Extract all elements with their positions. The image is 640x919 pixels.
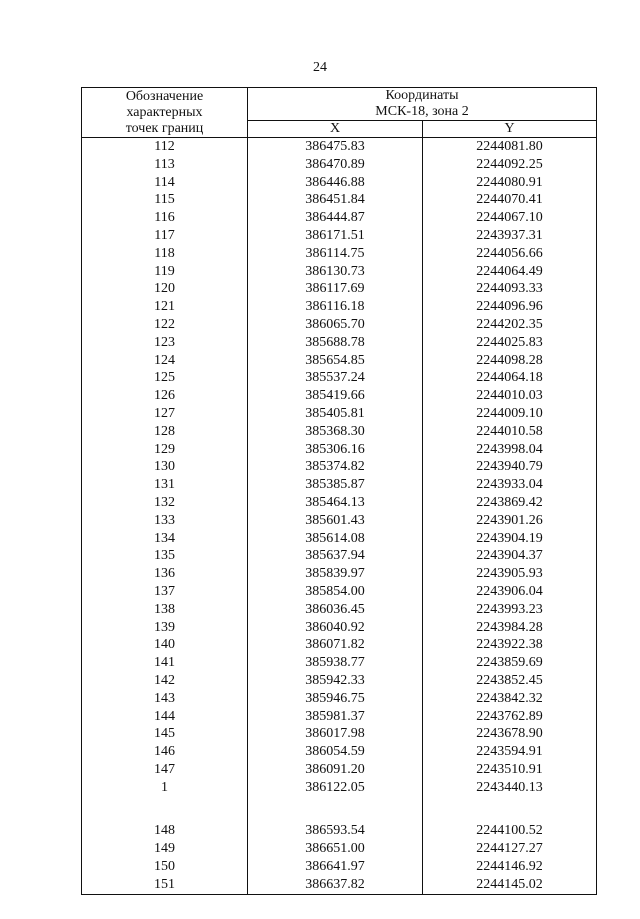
x-coordinate-cell: 385854.00: [248, 583, 423, 601]
y-coordinate-cell: 2243998.04: [423, 441, 597, 459]
x-coordinate-cell: 386444.87: [248, 209, 423, 227]
point-id-cell: [82, 796, 248, 822]
point-id-cell: 120: [82, 280, 248, 298]
table-row: [82, 316, 597, 334]
table-row: [82, 636, 597, 654]
y-coordinate-cell: 2243905.93: [423, 565, 597, 583]
table-row: [82, 352, 597, 370]
table-row: [82, 280, 597, 298]
y-coordinate-cell: 2243594.91: [423, 743, 597, 761]
point-id-cell: 137: [82, 583, 248, 601]
point-id-cell: 127: [82, 405, 248, 423]
table-row: [82, 530, 597, 548]
y-coordinate-cell: 2243984.28: [423, 619, 597, 637]
y-coordinate-cell: 2243510.91: [423, 761, 597, 779]
x-coordinate-cell: 385614.08: [248, 530, 423, 548]
table-row: [82, 227, 597, 245]
y-coordinate-cell: 2244100.52: [423, 822, 597, 840]
y-coordinate-cell: 2244145.02: [423, 876, 597, 894]
table-row: [82, 654, 597, 672]
table-row: [82, 512, 597, 530]
y-coordinate-cell: 2244096.96: [423, 298, 597, 316]
point-id-cell: 144: [82, 708, 248, 726]
points-header-line-1: Обозначение: [125, 88, 204, 104]
table-row: [82, 779, 597, 797]
x-coordinate-cell: 386641.97: [248, 858, 423, 876]
x-coordinate-cell: 386451.84: [248, 191, 423, 209]
x-coordinate-cell: 386593.54: [248, 822, 423, 840]
y-coordinate-cell: 2244010.03: [423, 387, 597, 405]
table-row: [82, 601, 597, 619]
point-id-cell: 113: [82, 156, 248, 174]
y-coordinate-cell: 2244010.58: [423, 423, 597, 441]
points-header-line-2: характерных: [126, 104, 203, 120]
x-coordinate-cell: 386122.05: [248, 779, 423, 797]
x-coordinate-cell: 386040.92: [248, 619, 423, 637]
point-id-cell: 122: [82, 316, 248, 334]
point-id-cell: 145: [82, 725, 248, 743]
table-row: [82, 761, 597, 779]
y-coordinate-cell: 2244080.91: [423, 174, 597, 192]
x-coordinate-cell: 386091.20: [248, 761, 423, 779]
point-id-cell: 131: [82, 476, 248, 494]
table-row: [82, 822, 597, 840]
table-row: [82, 743, 597, 761]
x-column-header: X: [248, 121, 423, 138]
x-coordinate-cell: 386651.00: [248, 840, 423, 858]
y-coordinate-cell: 2244070.41: [423, 191, 597, 209]
point-id-cell: 138: [82, 601, 248, 619]
x-coordinate-cell: 386446.88: [248, 174, 423, 192]
table-row: [82, 156, 597, 174]
table-row: [82, 191, 597, 209]
point-id-cell: 134: [82, 530, 248, 548]
point-id-cell: 129: [82, 441, 248, 459]
x-coordinate-cell: 385385.87: [248, 476, 423, 494]
table-row: [82, 423, 597, 441]
table-row: [82, 405, 597, 423]
y-coordinate-cell: 2244127.27: [423, 840, 597, 858]
point-id-cell: 125: [82, 369, 248, 387]
coords-system: МСК-18, зона 2: [375, 104, 469, 119]
point-id-cell: 1: [82, 779, 248, 797]
x-coordinate-cell: 386071.82: [248, 636, 423, 654]
x-coordinate-cell: 385368.30: [248, 423, 423, 441]
x-coordinate-cell: 385946.75: [248, 690, 423, 708]
points-header-line-3: точек границ: [125, 120, 204, 136]
coordinates-group-header: [248, 88, 597, 121]
y-coordinate-cell: 2244064.18: [423, 369, 597, 387]
y-coordinate-cell: 2244093.33: [423, 280, 597, 298]
x-coordinate-cell: 385942.33: [248, 672, 423, 690]
x-coordinate-cell: 385654.85: [248, 352, 423, 370]
point-id-cell: 146: [82, 743, 248, 761]
x-coordinate-cell: 385938.77: [248, 654, 423, 672]
y-coordinate-cell: 2243933.04: [423, 476, 597, 494]
y-coordinate-cell: 2243937.31: [423, 227, 597, 245]
table-row: [82, 672, 597, 690]
x-coordinate-cell: 386171.51: [248, 227, 423, 245]
y-column-header: Y: [423, 121, 597, 138]
table-row: [82, 174, 597, 192]
x-coordinate-cell: 386116.18: [248, 298, 423, 316]
table-row: [82, 840, 597, 858]
x-coordinate-cell: 386036.45: [248, 601, 423, 619]
table-row: [82, 876, 597, 894]
y-coordinate-cell: 2244202.35: [423, 316, 597, 334]
x-coordinate-cell: 386470.89: [248, 156, 423, 174]
point-id-cell: 130: [82, 458, 248, 476]
y-coordinate-cell: 2243842.32: [423, 690, 597, 708]
y-coordinate-cell: 2244081.80: [423, 138, 597, 156]
x-coordinate-cell: 385419.66: [248, 387, 423, 405]
y-coordinate-cell: 2243904.19: [423, 530, 597, 548]
table-row: [82, 708, 597, 726]
point-id-cell: 142: [82, 672, 248, 690]
points-column-header: [82, 88, 248, 138]
point-id-cell: 140: [82, 636, 248, 654]
table-row: [82, 547, 597, 565]
table-row: [82, 387, 597, 405]
table-row: [82, 138, 597, 156]
y-coordinate-cell: 2243922.38: [423, 636, 597, 654]
y-coordinate-cell: 2243940.79: [423, 458, 597, 476]
x-coordinate-cell: 386017.98: [248, 725, 423, 743]
y-coordinate-cell: 2243869.42: [423, 494, 597, 512]
y-coordinate-cell: 2244067.10: [423, 209, 597, 227]
y-coordinate-cell: 2244064.49: [423, 263, 597, 281]
table-row: [82, 494, 597, 512]
table-row: [82, 334, 597, 352]
x-coordinate-cell: 386117.69: [248, 280, 423, 298]
point-id-cell: 112: [82, 138, 248, 156]
point-id-cell: 117: [82, 227, 248, 245]
point-id-cell: 115: [82, 191, 248, 209]
y-coordinate-cell: 2243440.13: [423, 779, 597, 797]
x-coordinate-cell: 385464.13: [248, 494, 423, 512]
x-coordinate-cell: 386065.70: [248, 316, 423, 334]
x-coordinate-cell: 386475.83: [248, 138, 423, 156]
x-coordinate-cell: 385306.16: [248, 441, 423, 459]
x-coordinate-cell: 386054.59: [248, 743, 423, 761]
y-coordinate-cell: 2243859.69: [423, 654, 597, 672]
point-id-cell: 128: [82, 423, 248, 441]
point-id-cell: 151: [82, 876, 248, 894]
table-row: [82, 796, 597, 822]
point-id-cell: 124: [82, 352, 248, 370]
point-id-cell: 118: [82, 245, 248, 263]
table-row: [82, 619, 597, 637]
point-id-cell: 132: [82, 494, 248, 512]
table-row: [82, 263, 597, 281]
point-id-cell: 119: [82, 263, 248, 281]
point-id-cell: 123: [82, 334, 248, 352]
y-coordinate-cell: 2244098.28: [423, 352, 597, 370]
point-id-cell: 116: [82, 209, 248, 227]
table-row: [82, 858, 597, 876]
point-id-cell: 133: [82, 512, 248, 530]
point-id-cell: 150: [82, 858, 248, 876]
x-coordinate-cell: 385374.82: [248, 458, 423, 476]
y-coordinate-cell: 2243678.90: [423, 725, 597, 743]
point-id-cell: 147: [82, 761, 248, 779]
y-coordinate-cell: 2244009.10: [423, 405, 597, 423]
x-coordinate-cell: 385981.37: [248, 708, 423, 726]
x-coordinate-cell: 386114.75: [248, 245, 423, 263]
point-id-cell: 135: [82, 547, 248, 565]
y-coordinate-cell: 2243993.23: [423, 601, 597, 619]
x-coordinate-cell: 386637.82: [248, 876, 423, 894]
point-id-cell: 139: [82, 619, 248, 637]
y-coordinate-cell: 2244092.25: [423, 156, 597, 174]
x-coordinate-cell: 385839.97: [248, 565, 423, 583]
table-row: [82, 583, 597, 601]
y-coordinate-cell: 2243901.26: [423, 512, 597, 530]
point-id-cell: 126: [82, 387, 248, 405]
table-row: [82, 565, 597, 583]
point-id-cell: 141: [82, 654, 248, 672]
coords-title: Координаты: [385, 88, 459, 103]
x-coordinate-cell: 385537.24: [248, 369, 423, 387]
table-row: [82, 209, 597, 227]
point-id-cell: 121: [82, 298, 248, 316]
x-coordinate-cell: 386130.73: [248, 263, 423, 281]
table-row: [82, 690, 597, 708]
table-row: [82, 369, 597, 387]
table-row: [82, 458, 597, 476]
y-coordinate-cell: 2243762.89: [423, 708, 597, 726]
x-coordinate-cell: 385688.78: [248, 334, 423, 352]
table-row: [82, 441, 597, 459]
table-row: [82, 298, 597, 316]
point-id-cell: 148: [82, 822, 248, 840]
y-coordinate-cell: 2244146.92: [423, 858, 597, 876]
y-coordinate-cell: 2244056.66: [423, 245, 597, 263]
table-row: [82, 245, 597, 263]
x-coordinate-cell: 385637.94: [248, 547, 423, 565]
x-coordinate-cell: [248, 796, 423, 822]
y-coordinate-cell: [423, 796, 597, 822]
table-row: [82, 725, 597, 743]
x-coordinate-cell: 385601.43: [248, 512, 423, 530]
point-id-cell: 149: [82, 840, 248, 858]
page-number: 24: [313, 60, 327, 75]
point-id-cell: 143: [82, 690, 248, 708]
table-row: [82, 476, 597, 494]
y-coordinate-cell: 2243904.37: [423, 547, 597, 565]
y-coordinate-cell: 2244025.83: [423, 334, 597, 352]
y-coordinate-cell: 2243906.04: [423, 583, 597, 601]
point-id-cell: 114: [82, 174, 248, 192]
point-id-cell: 136: [82, 565, 248, 583]
y-coordinate-cell: 2243852.45: [423, 672, 597, 690]
coordinates-table: [81, 87, 597, 895]
x-coordinate-cell: 385405.81: [248, 405, 423, 423]
